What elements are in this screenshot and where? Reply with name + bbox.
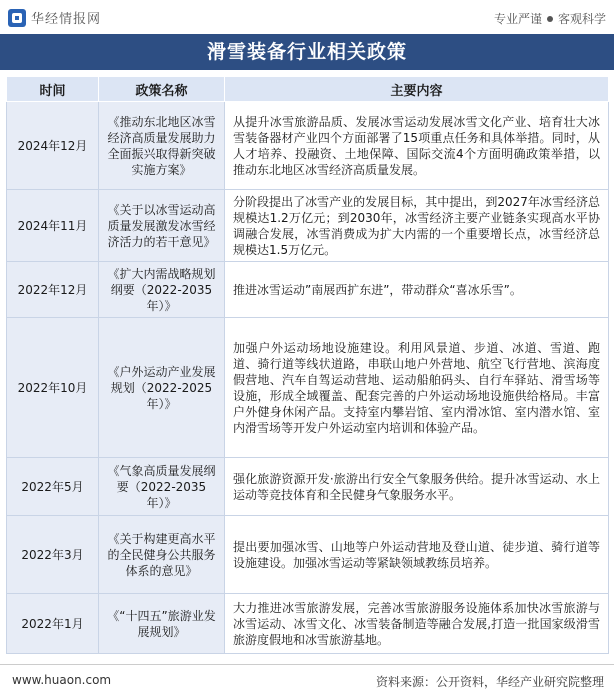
slogan-left: 专业严谨: [493, 12, 542, 26]
policy-table: [6, 76, 609, 654]
cell-content: 分阶段提出了冰雪产业的发展目标，其中提出，到2027年冰雪经济总规模达1.2万亿元；到2030年，冰雪经济主要产业链条实现高水平协调融合发展，冰雪消费成为扩大内需的一个重要增长点，冰雪经济总规模达1.5万亿元。: [225, 190, 609, 262]
footer-source: 资料来源：公开资料，华经产业研究院整理: [375, 675, 604, 689]
table-row: [7, 262, 609, 318]
cell-content: 从提升冰雪旅游品质、发展冰雪运动发展冰雪文化产业、培育壮大冰雪装备器材产业四个方面部署了15项重点任务和具体举措。同时，从人才培养、投融资、土地保障、国际交流4个方面明确政策举措，以推动东北地区冰雪经济高质量发展。: [225, 102, 609, 190]
cell-time: 2024年12月: [7, 102, 99, 190]
cell-time: 2022年3月: [7, 516, 99, 594]
top-bar: [0, 0, 614, 34]
logo-text: 华经情报网: [31, 12, 102, 27]
cell-policy: 《推动东北地区冰雪经济高质量发展助力全面振兴取得新突破实施方案》: [99, 102, 225, 190]
cell-content: 加强户外运动场地设施建设。利用风景道、步道、冰道、雪道、跑道、骑行道等线状道路，串联山地户外营地、航空飞行营地、滨海度假营地、汽车自驾运动营地、运动船舶码头、自行车驿站、滑雪场等设施，形成全域覆盖、配套完善的户外运动场地设施供给格局。丰富户外健身休闲产品。支持室内攀岩馆、室内滑冰馆、室内潜水馆、室内滑雪场等开发户外运动室内培训和体验产品。: [225, 318, 609, 458]
table-row: [7, 516, 609, 594]
logo-icon: [8, 9, 26, 27]
cell-policy: 《户外运动产业发展规划（2022-2025年）》: [99, 318, 225, 458]
cell-policy: 《扩大内需战略规划纲要（2022-2035年）》: [99, 262, 225, 318]
cell-time: 2022年5月: [7, 458, 99, 516]
table-row: [7, 594, 609, 654]
page-title: 滑雪装备行业相关政策: [0, 34, 614, 70]
cell-time: 2022年10月: [7, 318, 99, 458]
cell-content: 强化旅游资源开发·旅游出行安全气象服务供给。提升冰雪运动、水上运动等竞技体育和全民健身气象服务水平。: [225, 458, 609, 516]
slogan-right: 客观科学: [557, 12, 606, 26]
table-row: [7, 458, 609, 516]
footer: [0, 664, 614, 697]
table-row: [7, 190, 609, 262]
cell-time: 2022年12月: [7, 262, 99, 318]
cell-content: 提出要加强冰雪、山地等户外运动营地及登山道、徒步道、骑行道等设施建设。加强冰雪运动等紧缺领域教练员培养。: [225, 516, 609, 594]
cell-time: 2022年1月: [7, 594, 99, 654]
cell-policy: 《关于以冰雪运动高质量发展激发冰雪经济活力的若干意见》: [99, 190, 225, 262]
cell-content: 大力推进冰雪旅游发展，完善冰雪旅游服务设施体系加快冰雪旅游与冰雪运动、冰雪文化、冰雪装备制造等融合发展,打造一批国家级滑雪旅游度假地和冰雪旅游基地。: [225, 594, 609, 654]
slogan: [494, 10, 606, 27]
column-header-content: 主要内容: [225, 77, 609, 102]
bullet-dot-icon: [547, 16, 553, 22]
footer-url: www.huaon.com: [12, 673, 112, 687]
column-header-time: 时间: [7, 77, 99, 102]
table-header-row: [7, 77, 609, 102]
cell-time: 2024年11月: [7, 190, 99, 262]
cell-policy: 《“十四五”旅游业发展规划》: [99, 594, 225, 654]
cell-policy: 《关于构建更高水平的全民健身公共服务体系的意见》: [99, 516, 225, 594]
table-row: [7, 318, 609, 458]
cell-content: 推进冰雪运动”南展西扩东进”，带动群众“喜冰乐雪”。: [225, 262, 609, 318]
table-row: [7, 102, 609, 190]
column-header-policy: 政策名称: [99, 77, 225, 102]
brand-logo: [8, 8, 101, 27]
cell-policy: 《气象高质量发展纲要（2022-2035年）》: [99, 458, 225, 516]
